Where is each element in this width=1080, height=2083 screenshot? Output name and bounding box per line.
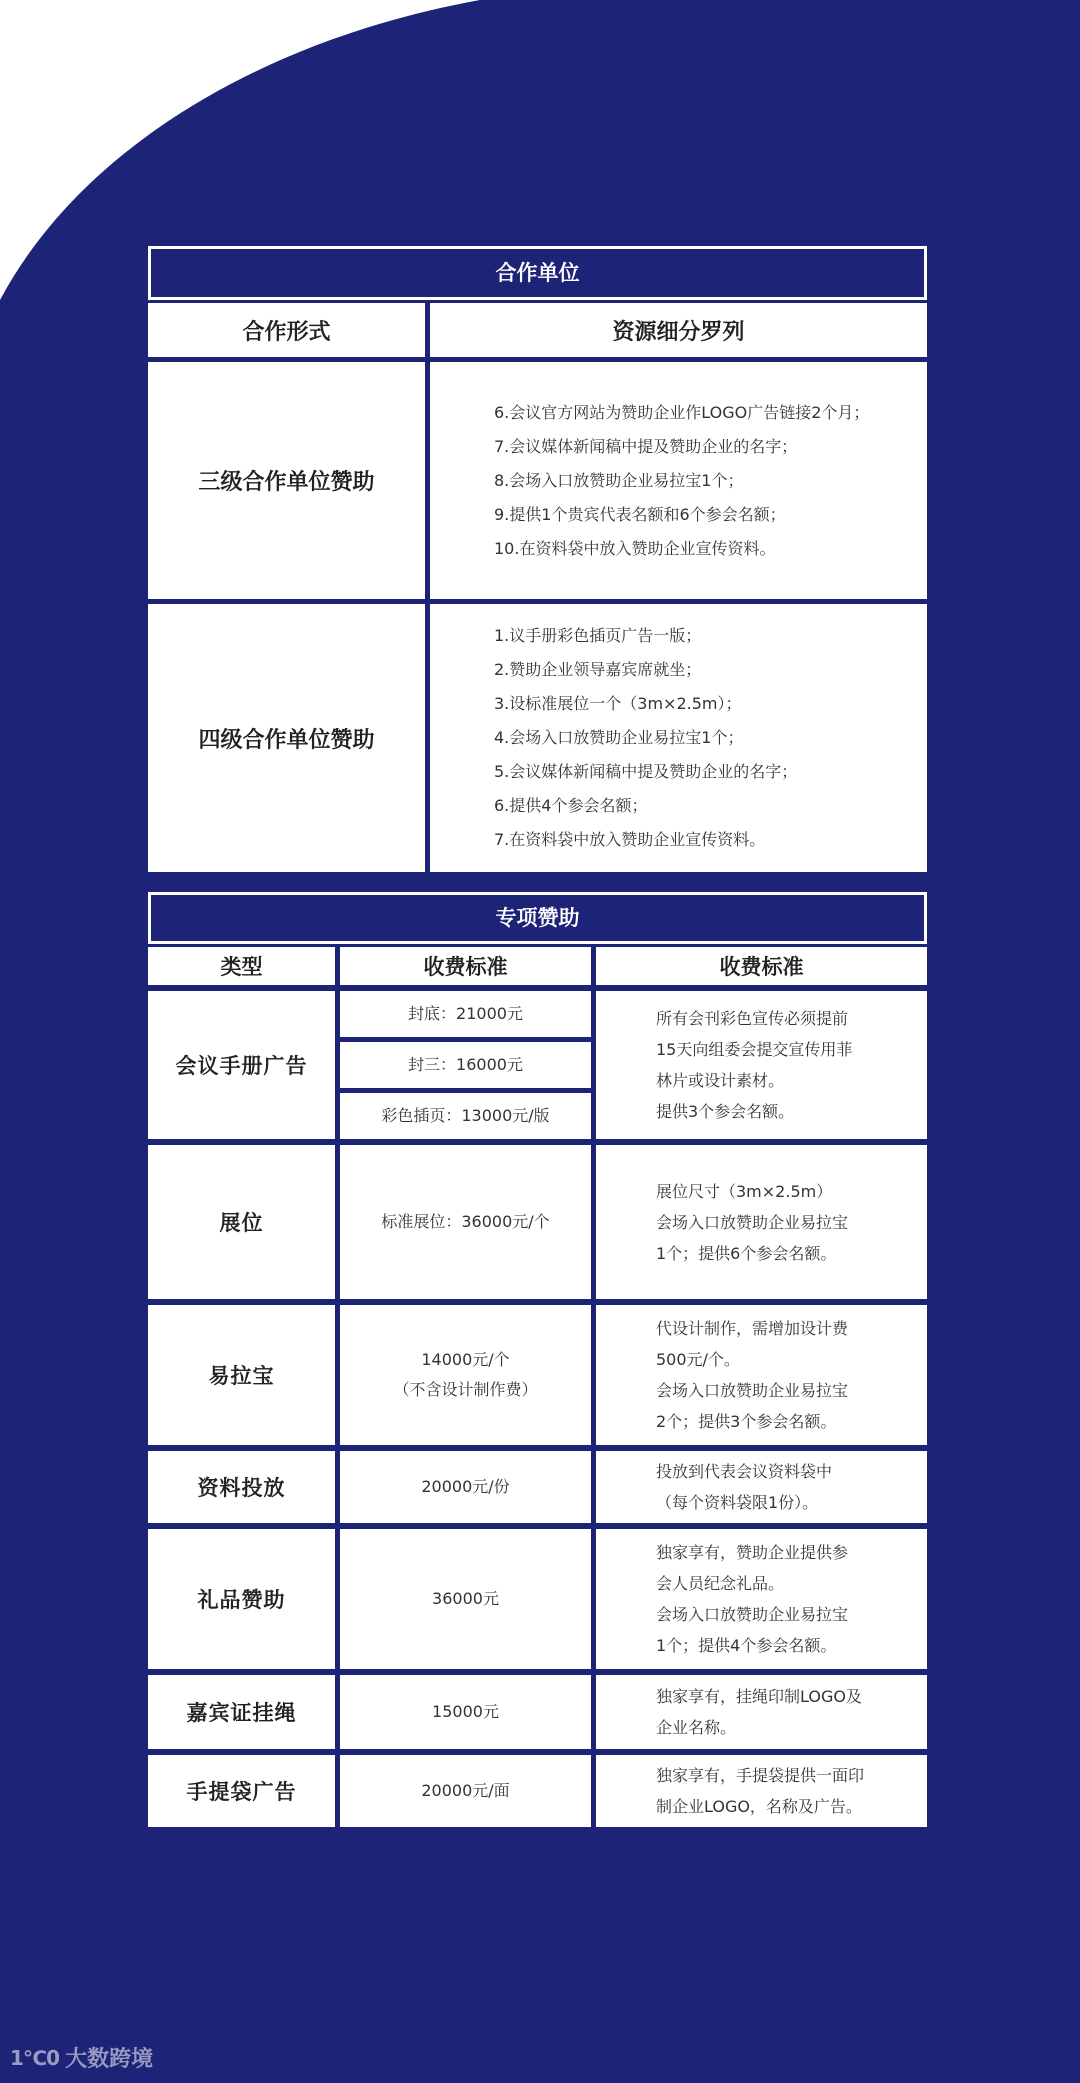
table-row bbox=[148, 1529, 927, 1669]
desc-line: 2个；提供3个参会名额。 bbox=[656, 1412, 837, 1431]
cooperation-units-title: 合作单位 bbox=[148, 246, 927, 300]
row-prices bbox=[340, 1529, 591, 1669]
special-sponsorship-title: 专项赞助 bbox=[148, 892, 927, 944]
desc-line: 会人员纪念礼品。 bbox=[656, 1574, 785, 1593]
list-item: 9.提供1个贵宾代表名额和6个参会名额； bbox=[494, 504, 786, 524]
table-row bbox=[148, 1305, 927, 1445]
row-type: 礼品赞助 bbox=[148, 1529, 335, 1669]
row-prices bbox=[340, 991, 591, 1139]
desc-line: 独家享有，挂绳印制LOGO及 bbox=[656, 1687, 862, 1706]
desc-line: 代设计制作，需增加设计费 bbox=[656, 1319, 849, 1338]
table-row bbox=[148, 1675, 927, 1749]
list-item: 3.设标准展位一个（3m×2.5m）； bbox=[494, 694, 742, 713]
row-description bbox=[596, 1755, 927, 1827]
row-type: 手提袋广告 bbox=[148, 1755, 335, 1827]
list-item: 2.赞助企业领导嘉宾席就坐； bbox=[494, 660, 702, 679]
header-fee: 收费标准 bbox=[340, 947, 591, 985]
header-type: 类型 bbox=[148, 947, 335, 985]
desc-line: 所有会刊彩色宣传必须提前 bbox=[656, 1009, 849, 1028]
cooperation-units-header bbox=[148, 303, 927, 357]
table-row bbox=[148, 991, 927, 1139]
list-item: 1.议手册彩色插页广告一版； bbox=[494, 626, 702, 645]
row-description bbox=[596, 1451, 927, 1523]
price-line: 14000元/个 bbox=[421, 1350, 510, 1369]
row-prices bbox=[340, 1305, 591, 1445]
watermark-text: 大数跨境 bbox=[65, 2047, 154, 2072]
table-row bbox=[148, 1755, 927, 1827]
desc-line: 林片或设计素材。 bbox=[656, 1071, 785, 1090]
row-description bbox=[596, 1305, 927, 1445]
price-line: 15000元 bbox=[432, 1702, 499, 1721]
list-item: 8.会场入口放赞助企业易拉宝1个； bbox=[494, 470, 744, 490]
row-type: 易拉宝 bbox=[148, 1305, 335, 1445]
row-description bbox=[596, 1529, 927, 1669]
list-item: 7.在资料袋中放入赞助企业宣传资料。 bbox=[494, 830, 766, 849]
header-resource-list: 资源细分罗列 bbox=[430, 303, 927, 357]
price-cell: 彩色插页：13000元/版 bbox=[340, 1093, 591, 1139]
desc-line: 独家享有，手提袋提供一面印 bbox=[656, 1766, 865, 1785]
row-description bbox=[596, 1145, 927, 1299]
desc-line: 独家享有，赞助企业提供参 bbox=[656, 1543, 849, 1562]
list-item: 6.会议官方网站为赞助企业作LOGO广告链接2个月； bbox=[494, 402, 870, 422]
desc-line: 1个；提供4个参会名额。 bbox=[656, 1636, 837, 1655]
list-item: 10.在资料袋中放入赞助企业宣传资料。 bbox=[494, 538, 776, 558]
special-sponsorship-table bbox=[148, 892, 927, 1827]
row-description bbox=[596, 991, 927, 1139]
price-line: 20000元/份 bbox=[421, 1477, 510, 1496]
row-name: 四级合作单位赞助 bbox=[148, 604, 425, 872]
table-row bbox=[148, 1145, 927, 1299]
desc-line: 企业名称。 bbox=[656, 1718, 737, 1737]
desc-line: （每个资料袋限1份）。 bbox=[656, 1493, 819, 1512]
watermark bbox=[10, 2042, 153, 2073]
desc-line: 投放到代表会议资料袋中 bbox=[656, 1462, 833, 1481]
table-row bbox=[148, 362, 927, 599]
price-line: 标准展位：36000元/个 bbox=[381, 1212, 550, 1231]
price-cell: 封底：21000元 bbox=[340, 991, 591, 1037]
special-sponsorship-header bbox=[148, 947, 927, 985]
row-prices bbox=[340, 1451, 591, 1523]
desc-line: 展位尺寸（3m×2.5m） bbox=[656, 1181, 833, 1201]
desc-line: 制企业LOGO，名称及广告。 bbox=[656, 1797, 862, 1816]
header-fee-detail: 收费标准 bbox=[596, 947, 927, 985]
desc-line: 15天向组委会提交宣传用菲 bbox=[656, 1040, 853, 1059]
resource-items bbox=[430, 604, 927, 872]
price-line: 36000元 bbox=[432, 1589, 499, 1608]
list-item: 4.会场入口放赞助企业易拉宝1个； bbox=[494, 728, 744, 747]
desc-line: 1个；提供6个参会名额。 bbox=[656, 1243, 837, 1263]
desc-line: 会场入口放赞助企业易拉宝 bbox=[656, 1605, 849, 1624]
list-item: 5.会议媒体新闻稿中提及赞助企业的名字； bbox=[494, 762, 798, 781]
cooperation-units-table bbox=[148, 246, 927, 872]
desc-line: 会场入口放赞助企业易拉宝 bbox=[656, 1212, 849, 1232]
list-item: 6.提供4个参会名额； bbox=[494, 796, 648, 815]
table-row bbox=[148, 604, 927, 872]
price-line: 20000元/面 bbox=[421, 1781, 510, 1800]
watermark-logo: 1℃0 bbox=[10, 2045, 60, 2070]
row-prices bbox=[340, 1675, 591, 1749]
desc-line: 500元/个。 bbox=[656, 1350, 740, 1369]
list-item: 7.会议媒体新闻稿中提及赞助企业的名字； bbox=[494, 436, 798, 456]
row-name: 三级合作单位赞助 bbox=[148, 362, 425, 599]
desc-line: 会场入口放赞助企业易拉宝 bbox=[656, 1381, 849, 1400]
row-description bbox=[596, 1675, 927, 1749]
row-type: 嘉宾证挂绳 bbox=[148, 1675, 335, 1749]
resource-items bbox=[430, 362, 927, 599]
row-type: 会议手册广告 bbox=[148, 991, 335, 1139]
row-prices bbox=[340, 1145, 591, 1299]
header-cooperation-form: 合作形式 bbox=[148, 303, 425, 357]
row-type: 资料投放 bbox=[148, 1451, 335, 1523]
row-type: 展位 bbox=[148, 1145, 335, 1299]
price-line: （不含设计制作费） bbox=[393, 1380, 538, 1399]
price-cell: 封三：16000元 bbox=[340, 1042, 591, 1088]
row-prices bbox=[340, 1755, 591, 1827]
desc-line: 提供3个参会名额。 bbox=[656, 1102, 795, 1121]
table-row bbox=[148, 1451, 927, 1523]
